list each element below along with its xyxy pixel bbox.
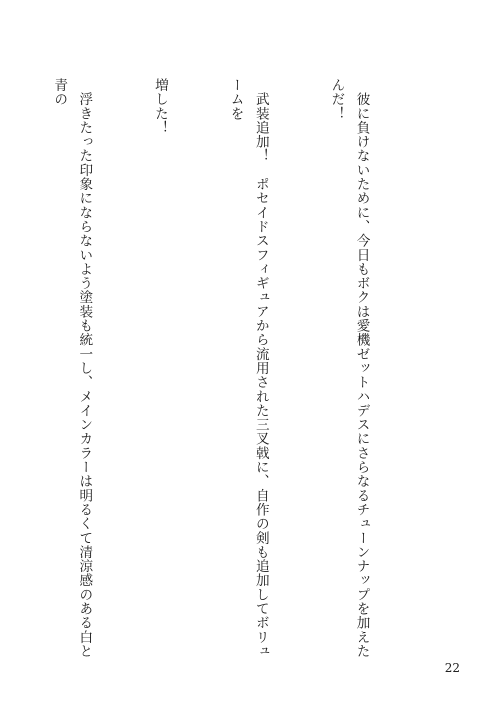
text-line: 武装追加！ ポセイドスフィギュアから流用された三叉戟に、自作の剣も追加してボリュームを [227,78,269,659]
text-line: 彼に負けないために、今日もボクは愛機ゼットハデスにさらなるチューンナップを加えたんだ！ [328,78,370,659]
text-line: 増した！ [151,78,168,135]
vertical-text-body [51,78,424,663]
page-number: 22 [444,661,460,675]
text-line: 浮きたった印象にならないよう塗装も統一し、メインカラーは明るくて清涼感のある白と青の [51,78,93,659]
